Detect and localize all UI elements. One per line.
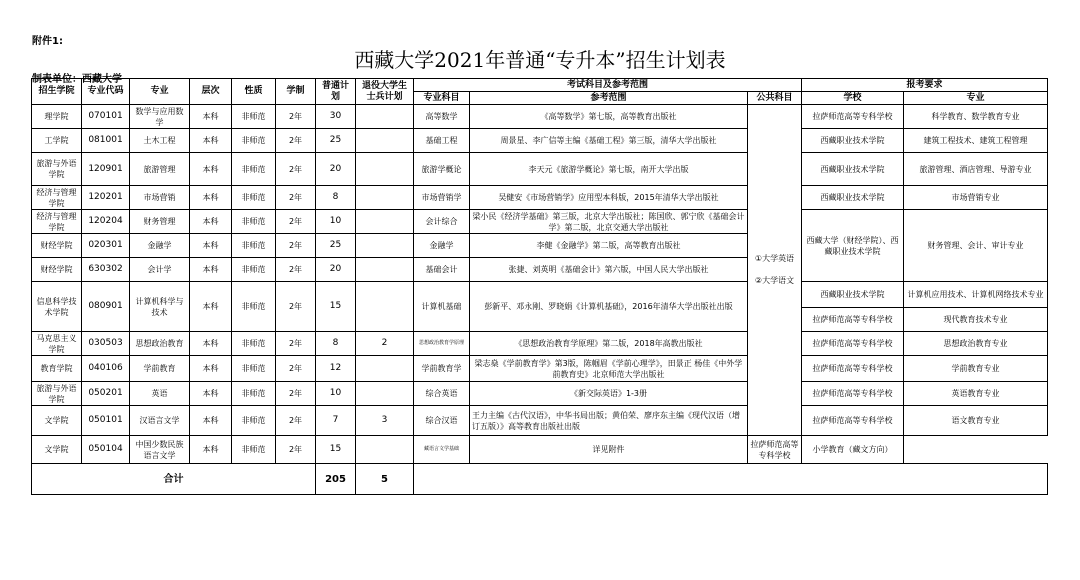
attachment-label: 附件1: [32, 36, 63, 47]
cell-school: 西藏职业技术学院 [802, 186, 904, 210]
cell-level: 本科 [190, 406, 232, 436]
total-row [32, 464, 1048, 495]
cell-req-major: 英语教育专业 [904, 382, 1048, 406]
cell-level: 本科 [190, 210, 232, 234]
cell-req-major: 建筑工程技术、建筑工程管理 [904, 129, 1048, 153]
cell-code: 050104 [82, 436, 130, 464]
cell-code: 050101 [82, 406, 130, 436]
cell-school: 西藏职业技术学院 [802, 129, 904, 153]
cell-reference: 李健《金融学》第二版，高等教育出版社 [470, 234, 748, 258]
table-row [32, 210, 1048, 234]
cell-school: 西藏大学（财经学院）、西藏职业技术学院 [802, 210, 904, 282]
cell-plan: 8 [316, 186, 356, 210]
cell-plan: 30 [316, 105, 356, 129]
cell-college: 文学院 [32, 406, 82, 436]
cell-code: 030503 [82, 332, 130, 356]
header-code: 专业代码 [82, 79, 130, 105]
cell-code: 630302 [82, 258, 130, 282]
cell-plan: 20 [316, 258, 356, 282]
header-subject: 专业科目 [414, 92, 470, 105]
cell-major: 思想政治教育 [130, 332, 190, 356]
cell-nature: 非师范 [232, 332, 276, 356]
cell-level: 本科 [190, 258, 232, 282]
public-subject-1: ①大学英语 [754, 254, 795, 263]
cell-plan: 10 [316, 210, 356, 234]
cell-reference: 《新交际英语》1-3册 [470, 382, 748, 406]
header-reference: 参考范围 [470, 92, 748, 105]
cell-college: 财经学院 [32, 234, 82, 258]
cell-years: 2年 [276, 210, 316, 234]
cell-req-major: 计算机应用技术、计算机网络技术专业 [904, 282, 1048, 308]
table-row [32, 129, 1048, 153]
cell-soldier [356, 129, 414, 153]
cell-level: 本科 [190, 356, 232, 382]
cell-soldier: 2 [356, 332, 414, 356]
table-row [32, 153, 1048, 186]
cell-code: 120901 [82, 153, 130, 186]
cell-major: 汉语言文学 [130, 406, 190, 436]
cell-req-major: 思想政治教育专业 [904, 332, 1048, 356]
cell-nature: 非师范 [232, 129, 276, 153]
cell-req-major: 现代教育技术专业 [904, 308, 1048, 332]
cell-subject: 综合汉语 [414, 406, 470, 436]
total-empty [414, 464, 1048, 495]
cell-years: 2年 [276, 186, 316, 210]
cell-reference: 《思想政治教育学原理》第二版，2018年高教出版社 [470, 332, 748, 356]
table-row [32, 105, 1048, 129]
header-major: 专业 [130, 79, 190, 105]
cell-plan: 25 [316, 129, 356, 153]
public-subject-2: ②大学语文 [754, 276, 795, 285]
cell-plan: 7 [316, 406, 356, 436]
cell-level: 本科 [190, 234, 232, 258]
table-row [32, 186, 1048, 210]
cell-code: 120204 [82, 210, 130, 234]
cell-college: 工学院 [32, 129, 82, 153]
cell-reference: 李天元《旅游学概论》第七版，南开大学出版 [470, 153, 748, 186]
cell-subject: 市场营销学 [414, 186, 470, 210]
cell-nature: 非师范 [232, 234, 276, 258]
cell-soldier [356, 436, 414, 464]
cell-major: 英语 [130, 382, 190, 406]
cell-soldier [356, 282, 414, 332]
cell-soldier [356, 210, 414, 234]
cell-soldier [356, 186, 414, 210]
cell-reference: 详见附件 [470, 436, 748, 464]
cell-reference: 吴健安《市场营销学》应用型本科版，2015年清华大学出版社 [470, 186, 748, 210]
cell-subject: 高等数学 [414, 105, 470, 129]
cell-reference: 张捷、刘英明《基础会计》第六版，中国人民大学出版社 [470, 258, 748, 282]
cell-soldier [356, 234, 414, 258]
cell-subject: 会计综合 [414, 210, 470, 234]
cell-subject: 基础工程 [414, 129, 470, 153]
cell-plan: 12 [316, 356, 356, 382]
table-row [32, 436, 1048, 464]
cell-school: 拉萨师范高等专科学校 [802, 406, 904, 436]
cell-level: 本科 [190, 436, 232, 464]
cell-nature: 非师范 [232, 210, 276, 234]
table-row [32, 282, 1048, 308]
cell-code: 120201 [82, 186, 130, 210]
cell-subject: 基础会计 [414, 258, 470, 282]
total-plan: 205 [316, 464, 356, 495]
cell-reference: 周景星、李广信等主编《基础工程》第三版，清华大学出版社 [470, 129, 748, 153]
cell-nature: 非师范 [232, 382, 276, 406]
table-row [32, 356, 1048, 382]
cell-req-major: 科学教育、数学教育专业 [904, 105, 1048, 129]
cell-school: 拉萨师范高等专科学校 [802, 382, 904, 406]
cell-major: 学前教育 [130, 356, 190, 382]
cell-major: 财务管理 [130, 210, 190, 234]
cell-major: 市场营销 [130, 186, 190, 210]
header-soldier: 退役大学生士兵计划 [356, 79, 414, 105]
cell-major: 数学与应用数学 [130, 105, 190, 129]
cell-nature: 非师范 [232, 406, 276, 436]
cell-public-subjects [748, 105, 802, 436]
cell-req-major: 小学教育（藏文方向） [802, 436, 904, 464]
cell-soldier [356, 356, 414, 382]
cell-school: 西藏职业技术学院 [802, 282, 904, 308]
cell-years: 2年 [276, 258, 316, 282]
table-row [32, 382, 1048, 406]
table-row [32, 332, 1048, 356]
cell-college: 文学院 [32, 436, 82, 464]
cell-level: 本科 [190, 153, 232, 186]
cell-college: 经济与管理学院 [32, 186, 82, 210]
cell-college: 教育学院 [32, 356, 82, 382]
cell-school: 西藏职业技术学院 [802, 153, 904, 186]
cell-nature: 非师范 [232, 153, 276, 186]
cell-plan: 8 [316, 332, 356, 356]
cell-major: 计算机科学与技术 [130, 282, 190, 332]
cell-level: 本科 [190, 105, 232, 129]
cell-years: 2年 [276, 382, 316, 406]
cell-nature: 非师范 [232, 105, 276, 129]
cell-plan: 10 [316, 382, 356, 406]
cell-plan: 20 [316, 153, 356, 186]
cell-years: 2年 [276, 234, 316, 258]
cell-soldier [356, 258, 414, 282]
cell-nature: 非师范 [232, 436, 276, 464]
cell-nature: 非师范 [232, 282, 276, 332]
page-title: 西藏大学2021年普通“专升本”招生计划表 [354, 48, 726, 72]
cell-school: 拉萨师范高等专科学校 [802, 105, 904, 129]
cell-soldier: 3 [356, 406, 414, 436]
cell-years: 2年 [276, 153, 316, 186]
cell-reference: 梁小民《经济学基础》第三版，北京大学出版社；陈国欣、郭宁欣《基础会计学》第二版，北京交通大学出版社 [470, 210, 748, 234]
cell-nature: 非师范 [232, 258, 276, 282]
cell-years: 2年 [276, 282, 316, 332]
cell-major: 会计学 [130, 258, 190, 282]
cell-code: 081001 [82, 129, 130, 153]
cell-college: 理学院 [32, 105, 82, 129]
header-public-subject: 公共科目 [748, 92, 802, 105]
cell-college: 旅游与外语学院 [32, 153, 82, 186]
cell-school: 拉萨师范高等专科学校 [748, 436, 802, 464]
cell-code: 080901 [82, 282, 130, 332]
cell-years: 2年 [276, 436, 316, 464]
cell-subject: 金融学 [414, 234, 470, 258]
cell-plan: 15 [316, 436, 356, 464]
cell-soldier [356, 105, 414, 129]
cell-req-major: 学前教育专业 [904, 356, 1048, 382]
cell-subject: 藏语言文学基础 [414, 436, 470, 464]
cell-years: 2年 [276, 406, 316, 436]
cell-subject: 旅游学概论 [414, 153, 470, 186]
cell-years: 2年 [276, 129, 316, 153]
cell-code: 050201 [82, 382, 130, 406]
header-exam-group: 考试科目及参考范围 [414, 79, 802, 92]
header-college: 招生学院 [32, 79, 82, 105]
cell-years: 2年 [276, 332, 316, 356]
cell-subject: 学前教育学 [414, 356, 470, 382]
cell-major: 土木工程 [130, 129, 190, 153]
cell-college: 经济与管理学院 [32, 210, 82, 234]
cell-years: 2年 [276, 356, 316, 382]
cell-code: 020301 [82, 234, 130, 258]
cell-subject: 计算机基础 [414, 282, 470, 332]
cell-school: 拉萨师范高等专科学校 [802, 356, 904, 382]
header-nature: 性质 [232, 79, 276, 105]
header-school: 学校 [802, 92, 904, 105]
cell-college: 信息科学技术学院 [32, 282, 82, 332]
cell-reference: 《高等数学》第七版，高等教育出版社 [470, 105, 748, 129]
cell-plan: 25 [316, 234, 356, 258]
cell-req-major: 市场营销专业 [904, 186, 1048, 210]
total-label: 合计 [32, 464, 316, 495]
cell-subject: 思想政治教育学原理 [414, 332, 470, 356]
header-years: 学制 [276, 79, 316, 105]
cell-soldier [356, 382, 414, 406]
cell-college: 马克思主义学院 [32, 332, 82, 356]
cell-years: 2年 [276, 105, 316, 129]
cell-nature: 非师范 [232, 356, 276, 382]
enrollment-plan-table [31, 78, 1048, 495]
header-plan: 普通计划 [316, 79, 356, 105]
cell-major: 中国少数民族语言文学 [130, 436, 190, 464]
cell-reference: 彭新平、邓永刚、罗晓娟《计算机基础》，2016年清华大学出版社出版 [470, 282, 748, 332]
cell-level: 本科 [190, 282, 232, 332]
cell-req-major: 语文教育专业 [904, 406, 1048, 436]
cell-level: 本科 [190, 129, 232, 153]
cell-level: 本科 [190, 332, 232, 356]
cell-code: 070101 [82, 105, 130, 129]
cell-req-major: 财务管理、会计、审计专业 [904, 210, 1048, 282]
header-require-group: 报考要求 [802, 79, 1048, 92]
cell-level: 本科 [190, 186, 232, 210]
cell-reference: 梁志燊《学前教育学》第3版，陈帼眉《学前心理学》，田景正 杨佳《中外学前教育史》北京师范大学出版社 [470, 356, 748, 382]
cell-req-major: 旅游管理、酒店管理、导游专业 [904, 153, 1048, 186]
cell-reference: 王力主编《古代汉语》，中华书局出版；黄伯荣、廖序东主编《现代汉语（增订五版）》高等教育出版社出版 [470, 406, 748, 436]
cell-college: 财经学院 [32, 258, 82, 282]
total-soldier: 5 [356, 464, 414, 495]
cell-school: 拉萨师范高等专科学校 [802, 308, 904, 332]
cell-college: 旅游与外语学院 [32, 382, 82, 406]
cell-major: 金融学 [130, 234, 190, 258]
cell-soldier [356, 153, 414, 186]
cell-subject: 综合英语 [414, 382, 470, 406]
cell-nature: 非师范 [232, 186, 276, 210]
table-row [32, 406, 1048, 436]
header-req-major: 专业 [904, 92, 1048, 105]
cell-major: 旅游管理 [130, 153, 190, 186]
cell-code: 040106 [82, 356, 130, 382]
header-level: 层次 [190, 79, 232, 105]
cell-level: 本科 [190, 382, 232, 406]
unit-label: 制表单位：西藏大学 [32, 74, 122, 85]
cell-school: 拉萨师范高等专科学校 [802, 332, 904, 356]
cell-plan: 15 [316, 282, 356, 332]
